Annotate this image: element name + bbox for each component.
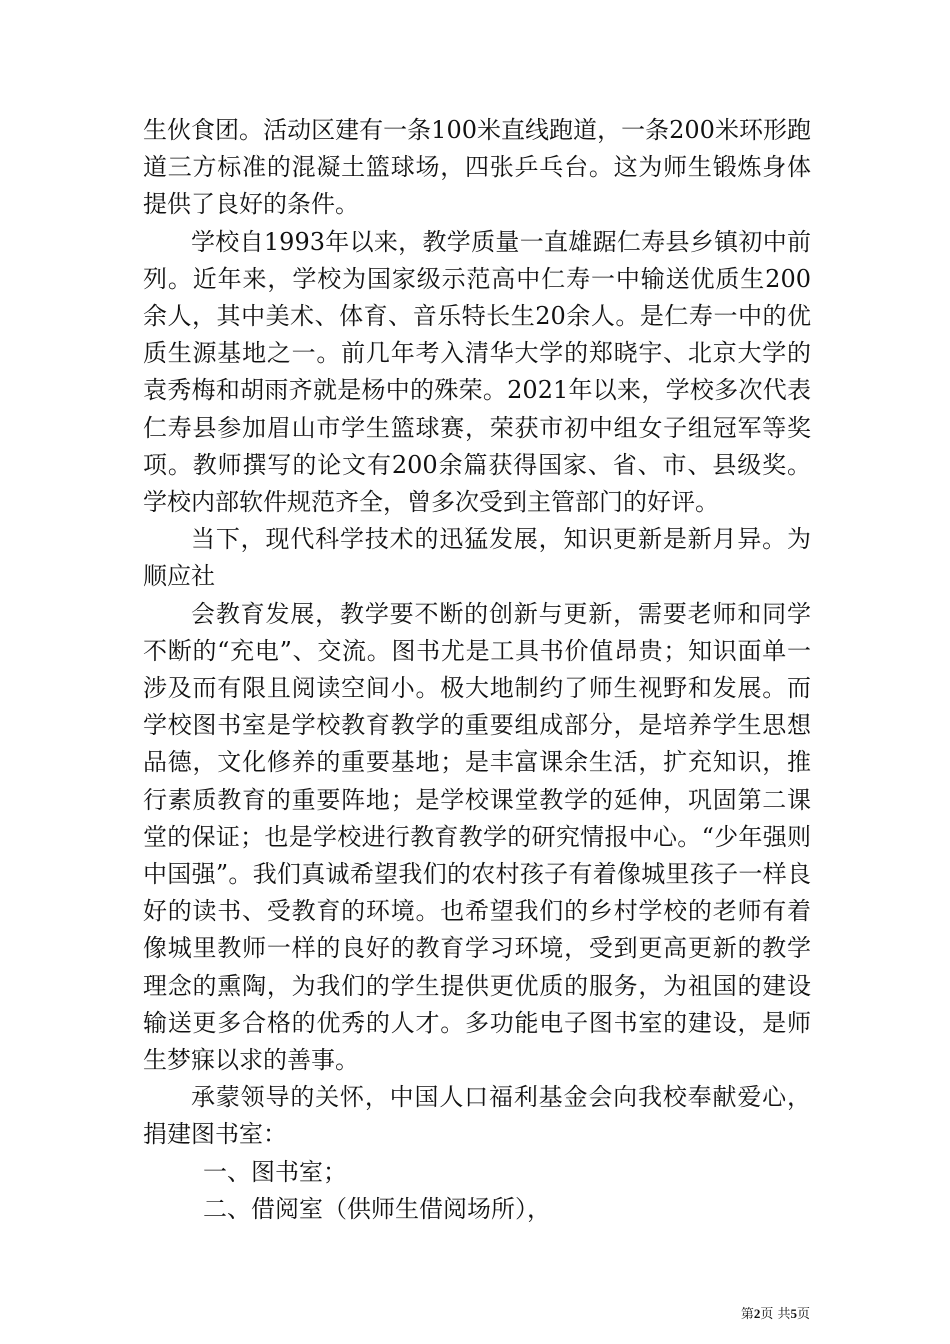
total-pages-number: 5 bbox=[790, 1306, 797, 1321]
paragraph-teaching-quality: 学校自1993年以来，教学质量一直雄踞仁寿县乡镇初中前列。近年来，学校为国家级示范高中仁寿一中输送优质生200余人，其中美术、体育、音乐特长生20余人。是仁寿一中的优质生源基地之一。前几年考入清华大学的郑晓宇、北京大学的袁秀梅和胡雨齐就是杨中的殊荣。2021年以来，学校多次代表仁寿县参加眉山市学生篮球赛，荣获市初中组女子组冠军等奖项。教师撰写的论文有200余篇获得国家、省、市、县级奖。学校内部软件规范齐全，曾多次受到主管部门的好评。 bbox=[143, 227, 811, 517]
document-body bbox=[143, 112, 811, 1228]
list-item: 一、图书室； bbox=[203, 1157, 347, 1186]
paragraph-current-situation: 当下，现代科学技术的迅猛发展，知识更新是新月异。为顺应社 bbox=[143, 525, 811, 591]
paragraph-facilities: 生伙食团。活动区建有一条100米直线跑道，一条200米环形跑道三方标准的混凝土篮球场，四张乒乓台。这为师生锻炼身体提供了良好的条件。 bbox=[143, 116, 811, 219]
paragraph-donation: 承蒙领导的关怀，中国人口福利基金会向我校奉献爱心，捐建图书室： bbox=[143, 1083, 811, 1149]
page-number-footer bbox=[700, 1306, 810, 1323]
list-item: 二、借阅室（供师生借阅场所）， bbox=[203, 1194, 551, 1223]
footer-suffix: 页 bbox=[796, 1307, 810, 1322]
current-page-number: 2 bbox=[753, 1306, 761, 1321]
footer-middle: 页 共 bbox=[760, 1307, 791, 1322]
footer-prefix: 第 bbox=[740, 1307, 754, 1322]
paragraph-library-importance: 会教育发展，教学要不断的创新与更新，需要老师和同学不断的“充电”、交流。图书尤是工具书价值昂贵；知识面单一涉及而有限且阅读空间小。极大地制约了师生视野和发展。而学校图书室是学校教育教学的重要组成部分，是培养学生思想品德，文化修养的重要基地；是丰富课余生活，扩充知识，推行素质教育的重要阵地；是学校课堂教学的延伸，巩固第二课堂的保证；也是学校进行教育教学的研究情报中心。“少年强则中国强”。我们真诚希望我们的农村孩子有着像城里孩子一样良好的读书、受教育的环境。也希望我们的乡村学校的老师有着像城里教师一样的良好的教育学习环境，受到更高更新的教学理念的熏陶，为我们的学生提供更优质的服务，为祖国的建设输送更多合格的优秀的人才。多功能电子图书室的建设，是师生梦寐以求的善事。 bbox=[143, 599, 811, 1075]
